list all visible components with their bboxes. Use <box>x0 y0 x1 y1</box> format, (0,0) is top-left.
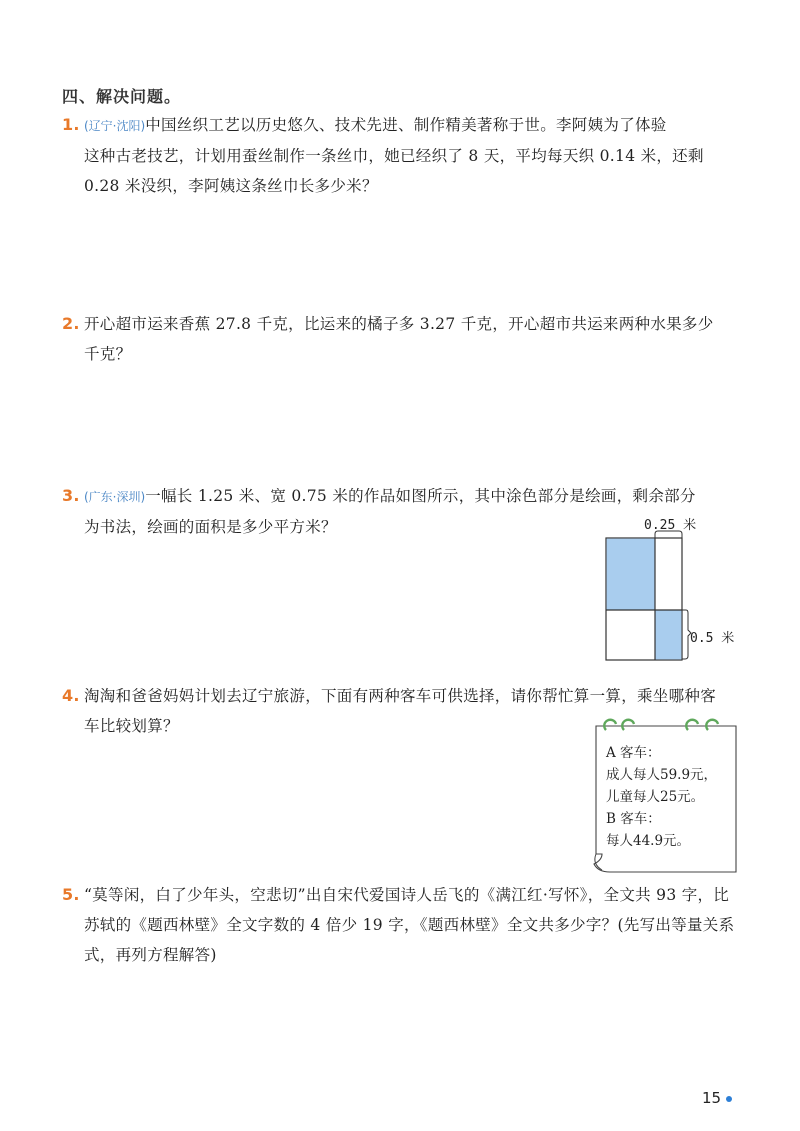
problem-3-number: 3. <box>62 486 80 505</box>
page-dot-icon <box>726 1096 732 1102</box>
problem-1-line-2: 这种古老技艺，计划用蚕丝制作一条丝巾，她已经织了 8 天，平均每天织 0.14 米，还剩 <box>84 147 704 165</box>
problem-5-line-3: 式，再列方程解答) <box>84 946 217 964</box>
problem-4-text-1: 淘淘和爸爸妈妈计划去辽宁旅游，下面有两种客车可供选择，请你帮忙算一算，乘坐哪种客 <box>84 687 717 705</box>
problem-5-text-1: “莫等闲，白了少年头，空悲切”出自宋代爱国诗人岳飞的《满江红·写怀》，全文共 93 字，比 <box>84 886 730 904</box>
problem-1-region: (辽宁·沈阳) <box>84 119 146 133</box>
problem-4-line-1 <box>62 681 742 711</box>
note-line-5: 每人44.9元。 <box>606 833 691 849</box>
problem-3-region: (广东·深圳) <box>84 490 146 504</box>
problem-2-line-1 <box>62 309 742 339</box>
artwork-figure <box>600 512 750 667</box>
problem-2-text-1: 开心超市运来香蕉 27.8 千克，比运来的橘子多 3.27 千克，开心超市共运来两种水果多少 <box>84 315 714 333</box>
note-text <box>606 742 734 852</box>
note-line-4: B 客车： <box>606 811 661 827</box>
note-line-3: 儿童每人25元。 <box>606 789 705 805</box>
problem-1 <box>62 110 742 201</box>
problem-4-number: 4. <box>62 686 80 705</box>
painting-region-small <box>655 610 681 659</box>
problem-5 <box>62 880 742 970</box>
problem-3-line-1 <box>62 481 742 512</box>
problem-1-line-3: 0.28 米没织，李阿姨这条丝巾长多少米？ <box>84 177 378 195</box>
bus-price-note <box>588 714 740 876</box>
problem-4-line-2: 车比较划算？ <box>84 717 179 735</box>
width-label: 0.25 米 <box>644 518 697 533</box>
note-line-2: 成人每人59.9元， <box>606 767 718 783</box>
problem-5-number: 5. <box>62 885 80 904</box>
note-line-1: A 客车： <box>606 745 661 761</box>
problem-3-line-2: 为书法，绘画的面积是多少平方米？ <box>84 518 337 536</box>
section-title: 四、解决问题。 <box>62 87 182 106</box>
problem-2-line-2: 千克？ <box>84 345 132 363</box>
problem-1-number: 1. <box>62 115 80 134</box>
problem-5-line-1 <box>62 880 742 910</box>
page-number: 15 <box>702 1089 722 1107</box>
painting-region-large <box>607 539 655 610</box>
problem-2-number: 2. <box>62 314 80 333</box>
problem-1-text-1: 中国丝织工艺以历史悠久、技术先进、制作精美著称于世。李阿姨为了体验 <box>145 116 667 134</box>
problem-5-line-2: 苏轼的《题西林壁》全文字数的 4 倍少 19 字，《题西林壁》全文共多少字？(先写出等量关系 <box>84 916 735 934</box>
height-label: 0.5 米 <box>690 631 735 646</box>
problem-3-text-1: 一幅长 1.25 米、宽 0.75 米的作品如图所示，其中涂色部分是绘画，剩余部分 <box>145 487 696 505</box>
problem-1-line-1 <box>62 110 742 141</box>
problem-2 <box>62 309 742 369</box>
